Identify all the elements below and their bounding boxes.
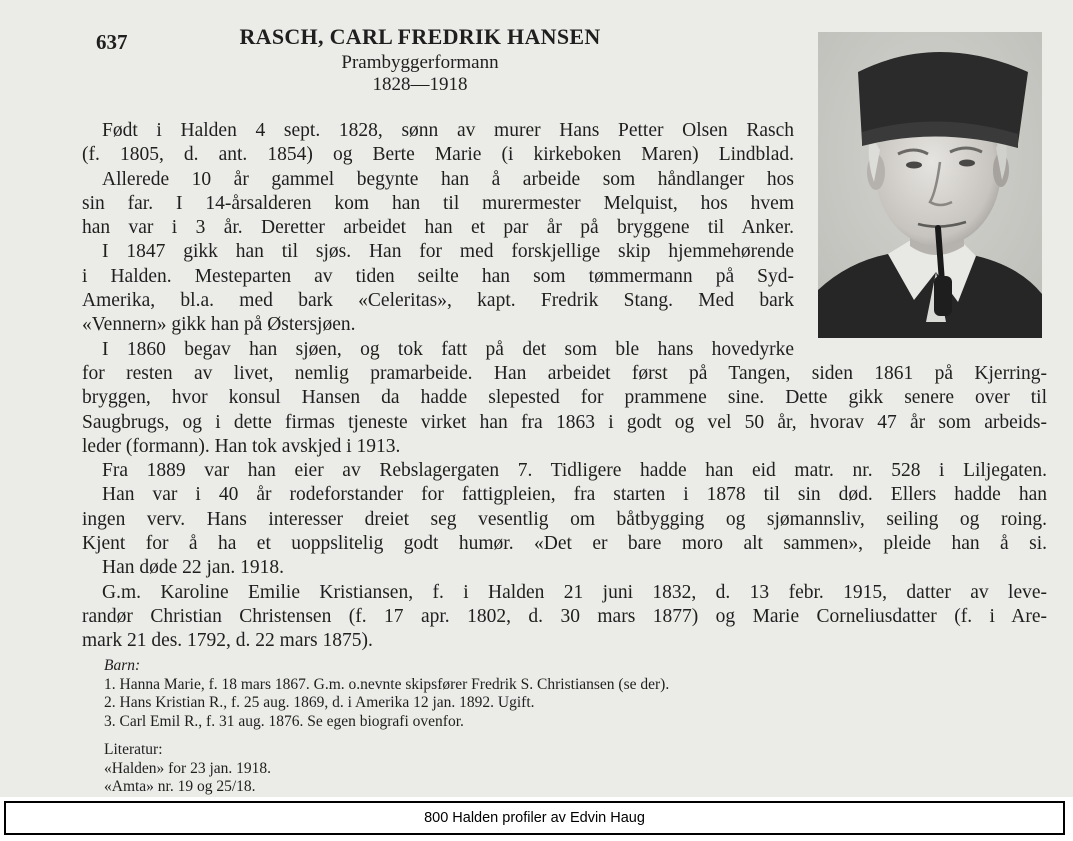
- child-entry: 3. Carl Emil R., f. 31 aug. 1876. Se egen biografi ovenfor.: [104, 712, 464, 730]
- body-line: randør Christian Christensen (f. 17 apr. 1802, d. 30 mars 1877) og Marie Corneliusdatter (f. i Are-: [82, 605, 1047, 627]
- body-line: mark 21 des. 1792, d. 22 mars 1875).: [82, 630, 373, 652]
- body-line: Fra 1889 var han eier av Rebslagergaten 7. Tidligere hadde han eid matr. nr. 528 i Liljegaten.: [102, 460, 1047, 482]
- body-line: I 1847 gikk han til sjøs. Han for med forskjellige skip hjemmehørende: [102, 241, 794, 263]
- biography-body: [82, 119, 1047, 654]
- literature-section: [104, 741, 271, 797]
- body-line: leder (formann). Han tok avskjed i 1913.: [82, 435, 401, 457]
- literature-label: Literatur:: [104, 741, 163, 758]
- person-years: 1828—1918: [372, 74, 468, 95]
- footer-caption: 800 Halden profiler av Edvin Haug: [4, 801, 1065, 835]
- body-line: (f. 1805, d. ant. 1854) og Berte Marie (i kirkeboken Maren) Lindblad.: [82, 144, 794, 166]
- child-entry: 1. Hanna Marie, f. 18 mars 1867. G.m. o.nevnte skipsfører Fredrik S. Christiansen (se der).: [104, 675, 670, 693]
- body-line: for resten av livet, nemlig pramarbeide. Han arbeidet først på Tangen, siden 1861 på Kjerring-: [82, 362, 1047, 384]
- body-line: I 1860 begav han sjøen, og tok fatt på det som ble hans hovedyrke: [102, 338, 794, 360]
- body-line: Han var i 40 år rodeforstander for fattigpleien, fra starten i 1878 til sin død. Ellers hadde han: [102, 484, 1047, 506]
- child-entry: 2. Hans Kristian R., f. 25 aug. 1869, d. i Amerika 12 jan. 1892. Ugift.: [104, 694, 535, 711]
- page-number: 637: [96, 30, 128, 54]
- body-line: Amerika, bl.a. med bark «Celeritas», kapt. Fredrik Stang. Med bark: [82, 290, 794, 312]
- literature-entry: «Amta» nr. 19 og 25/18.: [104, 778, 256, 795]
- children-section: [104, 657, 669, 731]
- children-label: Barn:: [104, 657, 141, 674]
- body-line: Kjent for å ha et uoppslitelig godt humør. «Det er bare moro alt sammen», pleide han å si.: [82, 533, 1047, 555]
- person-occupation: Prambyggerformann: [341, 52, 499, 73]
- biography-heading: [200, 24, 640, 96]
- body-line: Født i Halden 4 sept. 1828, sønn av murer Hans Petter Olsen Rasch: [102, 120, 794, 141]
- body-line: i Halden. Mesteparten av tiden seilte han som tømmermann på Syd-: [82, 265, 794, 287]
- person-name: RASCH, CARL FREDRIK HANSEN: [239, 24, 601, 49]
- body-line: Han døde 22 jan. 1918.: [102, 557, 284, 579]
- literature-entry: «Halden» for 23 jan. 1918.: [104, 759, 272, 777]
- body-line: bryggen, hvor konsul Hansen da hadde slepested for prammene sine. Dette gikk senere over til: [82, 387, 1047, 409]
- body-line: Saugbrugs, og i dette firmas tjeneste virket han fra 1863 i godt og vel 50 år, hvorav 47 år som arbeids-: [82, 411, 1047, 433]
- body-line: sin far. I 14-årsalderen kom han til murermester Melquist, hos hvem: [82, 192, 794, 214]
- body-line: han var i 3 år. Deretter arbeidet han et par år på bryggene til Anker.: [82, 217, 794, 239]
- body-line: «Vennern» gikk han på Østersjøen.: [82, 314, 356, 336]
- body-line: G.m. Karoline Emilie Kristiansen, f. i Halden 21 juni 1832, d. 13 febr. 1915, datter av leve-: [102, 581, 1047, 603]
- body-line: ingen verv. Hans interesser dreiet seg vesentlig om båtbygging og sjømannsliv, seiling og roing.: [82, 508, 1047, 530]
- body-line: Allerede 10 år gammel begynte han å arbeide som håndlanger hos: [102, 168, 794, 190]
